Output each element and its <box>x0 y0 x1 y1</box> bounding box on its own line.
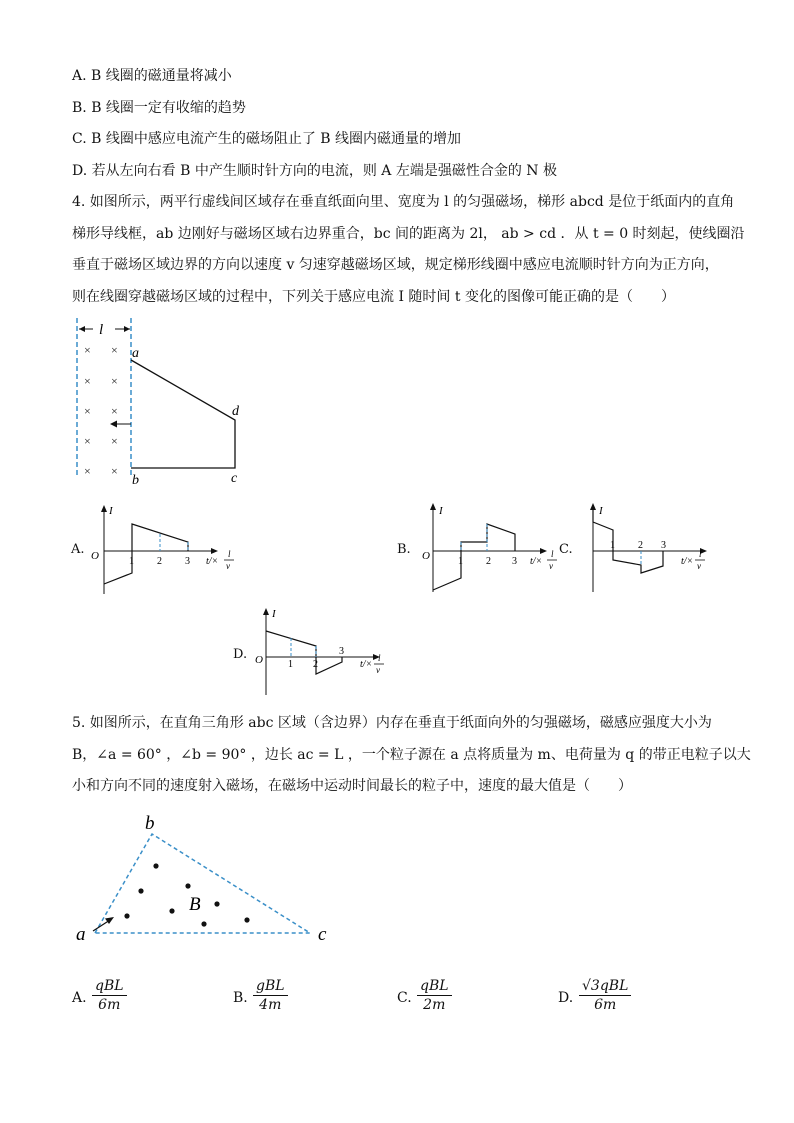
svg-text:×: × <box>111 434 118 448</box>
svg-text:3: 3 <box>661 540 666 551</box>
svg-text:1: 1 <box>288 659 293 670</box>
vertex-c-label: c <box>318 924 327 945</box>
q5-stem-line-2: B，∠a = 60° ，∠b = 90° ，边长 ac = L ，一个粒子源在 a 点将质量为 m、电荷量为 q 的带正电粒子以大 <box>72 747 751 763</box>
svg-text:×: × <box>111 374 118 388</box>
svg-text:t/×: t/× <box>206 556 219 567</box>
q3-option-c: C. B 线圈中感应电流产生的磁场阻止了 B 线圈内磁通量的增加 <box>72 131 462 147</box>
svg-text:O: O <box>255 654 263 666</box>
q5-option-a-label: A. <box>72 990 87 1006</box>
field-crosses <box>84 343 118 478</box>
q5-option-a-fraction: qBL 6m <box>92 978 127 1014</box>
svg-text:2: 2 <box>157 556 162 567</box>
vertex-c: c <box>231 471 238 486</box>
svg-text:I: I <box>439 505 443 517</box>
svg-text:×: × <box>111 343 118 357</box>
svg-text:1: 1 <box>610 540 615 551</box>
svg-text:O: O <box>91 550 99 562</box>
trapezoid-frame <box>131 360 235 468</box>
width-label: l <box>99 322 104 338</box>
graph-b-label: B. <box>397 542 411 557</box>
vertex-b-label: b <box>145 813 155 834</box>
svg-text:2: 2 <box>638 540 643 551</box>
svg-text:O: O <box>422 550 430 562</box>
q5-option-b-label: B. <box>233 990 248 1006</box>
svg-text:v: v <box>226 561 230 571</box>
graph-c-curve-negative <box>613 551 663 573</box>
q5-triangle-figure <box>70 810 340 950</box>
svg-text:2: 2 <box>486 556 491 567</box>
vertex-b: b <box>132 473 139 488</box>
q3-option-b: B. B 线圈一定有收缩的趋势 <box>72 100 246 116</box>
svg-text:t/×: t/× <box>681 556 694 567</box>
svg-text:×: × <box>111 464 118 478</box>
svg-text:3: 3 <box>512 556 517 567</box>
q4-stem-line-3: 垂直于磁场区域边界的方向以速度 v 匀速穿越磁场区域，规定梯形线圈中感应电流顺时针方向为正方向， <box>72 257 719 273</box>
svg-text:I: I <box>599 505 603 517</box>
graph-a <box>88 502 238 597</box>
svg-text:I: I <box>272 608 276 620</box>
svg-text:×: × <box>84 404 91 418</box>
graph-b <box>417 500 567 595</box>
graph-c-label: C. <box>559 542 573 557</box>
svg-text:l: l <box>378 653 381 663</box>
q3-option-d: D. 若从左向右看 B 中产生顺时针方向的电流，则 A 左端是强磁性合金的 N 极 <box>72 163 557 179</box>
q5-stem-line-1: 5. 如图所示，在直角三角形 abc 区域（含边界）内存在垂直于纸面向外的匀强磁场，磁感应强度大小为 <box>72 715 712 731</box>
svg-text:3: 3 <box>339 646 344 657</box>
svg-text:v: v <box>549 561 553 571</box>
graph-a-curve <box>104 524 188 584</box>
svg-text:×: × <box>84 464 91 478</box>
svg-text:1: 1 <box>129 556 134 567</box>
q4-field-figure <box>60 318 270 490</box>
q3-option-a: A. B 线圈的磁通量将减小 <box>72 68 232 84</box>
svg-text:t/×: t/× <box>530 556 543 567</box>
svg-text:l: l <box>551 549 554 559</box>
svg-text:2: 2 <box>313 659 318 670</box>
q4-stem-line-2: 梯形导线框，ab 边刚好与磁场区域右边界重合，bc 间的距离为 2l， ab > cd ．从 t = 0 时刻起，使线圈沿 <box>72 226 745 242</box>
vertex-d: d <box>232 404 239 419</box>
svg-text:×: × <box>84 374 91 388</box>
svg-text:1: 1 <box>458 556 463 567</box>
q5-stem-line-3: 小和方向不同的速度射入磁场，在磁场中运动时间最长的粒子中，速度的最大值是（ ） <box>72 778 632 794</box>
svg-text:v: v <box>697 561 701 571</box>
vertex-a: a <box>132 346 139 361</box>
svg-text:l: l <box>228 549 231 559</box>
q5-option-c-label: C. <box>397 990 412 1006</box>
svg-text:×: × <box>111 404 118 418</box>
svg-text:v: v <box>376 665 380 675</box>
graph-b-curve <box>433 524 515 590</box>
svg-text:3: 3 <box>185 556 190 567</box>
graph-c <box>577 500 727 595</box>
q5-option-d-fraction: √3qBL 6m <box>579 978 631 1014</box>
q5-option-b-fraction: gBL 4m <box>253 978 288 1014</box>
vertex-a-label: a <box>76 924 86 945</box>
q4-stem-line-1: 4. 如图所示，两平行虚线间区域存在垂直纸面向里、宽度为 l 的匀强磁场，梯形 abcd 是位于纸面内的直角 <box>72 194 735 210</box>
graph-d-label: D. <box>233 647 248 662</box>
q5-option-c-fraction: qBL 2m <box>417 978 452 1014</box>
q5-option-d-label: D. <box>558 990 574 1006</box>
graph-a-label: A. <box>71 542 85 557</box>
svg-text:l: l <box>699 549 702 559</box>
graph-d-curve <box>266 631 342 674</box>
svg-text:×: × <box>84 343 91 357</box>
svg-text:×: × <box>84 434 91 448</box>
svg-text:t/×: t/× <box>360 659 373 670</box>
field-dots <box>124 863 249 926</box>
graph-d <box>250 605 400 700</box>
q4-stem-line-4: 则在线圈穿越磁场区域的过程中，下列关于感应电流 I 随时间 t 变化的图像可能正确的是（ ） <box>72 289 675 305</box>
field-b-label: B <box>189 894 201 915</box>
svg-text:I: I <box>109 505 113 517</box>
